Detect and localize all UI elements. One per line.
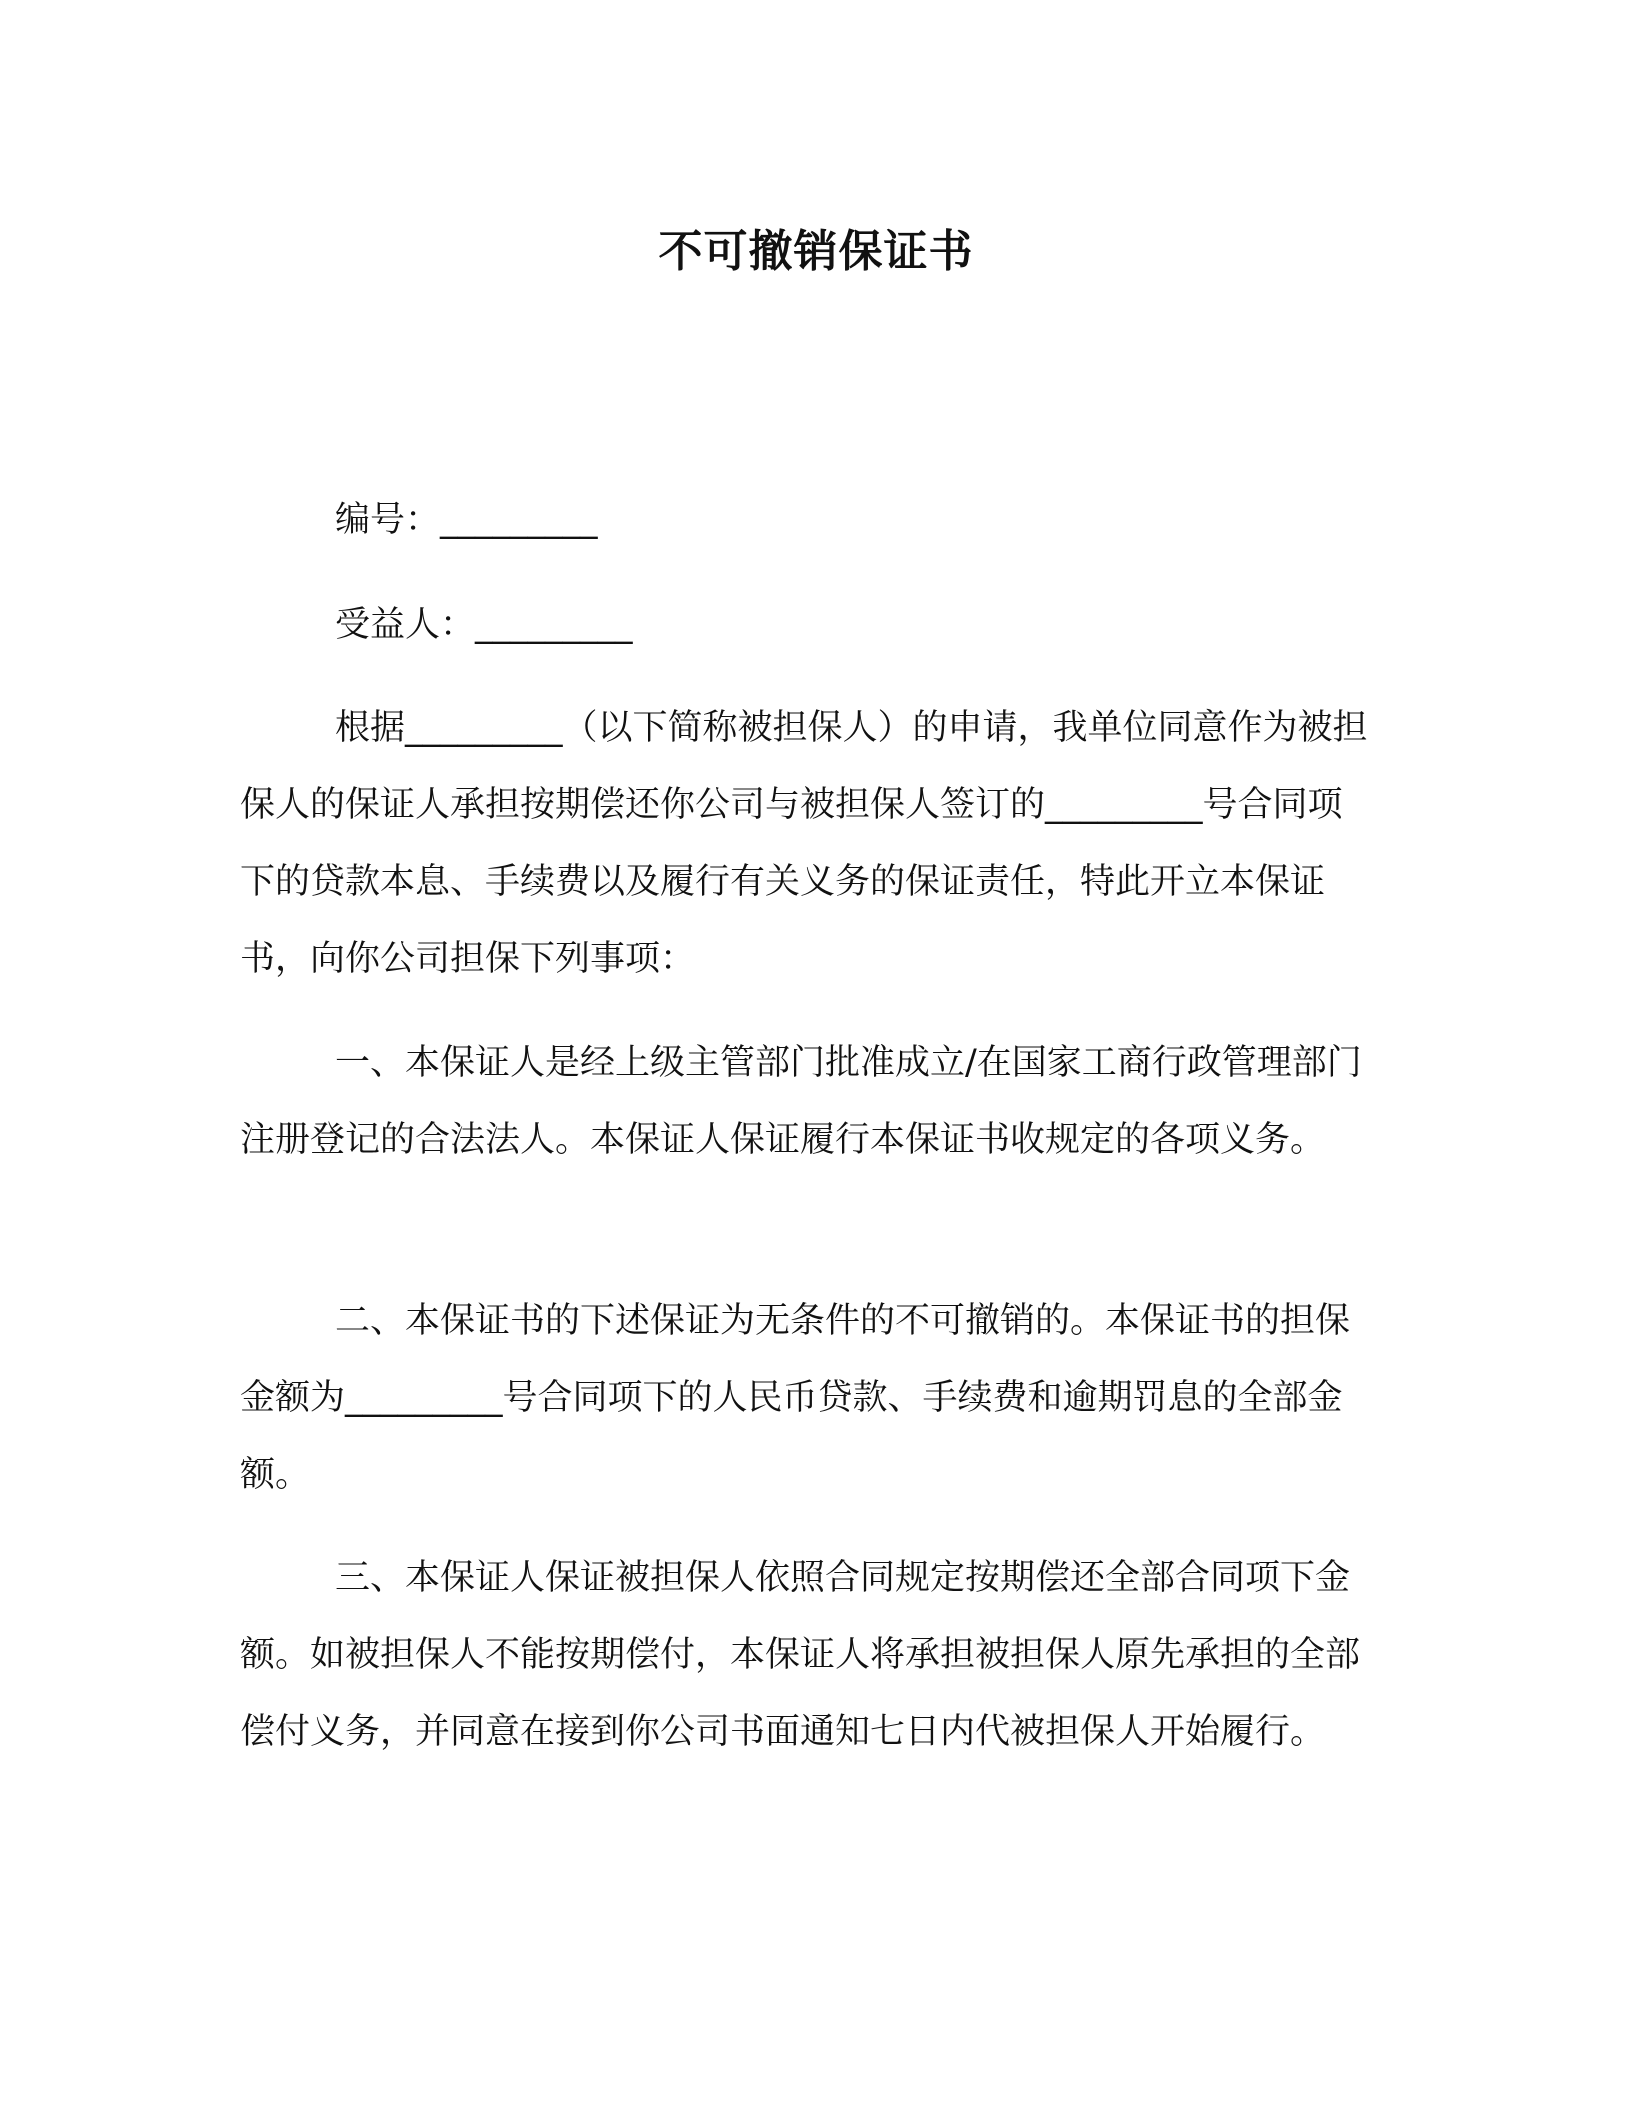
number-label: 编号： — [335, 500, 441, 540]
intro-paragraph: 根据_________（以下简称被担保人）的申请，我单位同意作为被担保人的保证人承担按期偿还你公司与被担保人签订的_________号合同项下的贷款本息、手续费以及履行有关义务的保证责任，特此开立本保证书，向你公司担保下列事项： — [240, 708, 1368, 979]
clause-1: 一、本保证人是经上级主管部门批准成立/在国家工商行政管理部门注册登记的合法法人。本保证人保证履行本保证书收规定的各项义务。 — [240, 1043, 1362, 1160]
number-field — [335, 490, 598, 550]
beneficiary-label: 受益人： — [335, 605, 476, 645]
clause-3: 三、本保证人保证被担保人依照合同规定按期偿还全部合同项下金额。如被担保人不能按期偿付，本保证人将承担被担保人原先承担的全部偿付义务，并同意在接到你公司书面通知七日内代被担保人开始履行。 — [240, 1558, 1361, 1752]
number-blank: _________ — [440, 500, 598, 540]
clause-2: 二、本保证书的下述保证为无条件的不可撤销的。本保证书的担保金额为_________号合同项下的人民币贷款、手续费和逾期罚息的全部金额。 — [240, 1301, 1351, 1495]
beneficiary-blank: _________ — [475, 605, 633, 645]
beneficiary-field — [335, 595, 633, 655]
document-title: 不可撤销保证书 — [658, 226, 974, 277]
